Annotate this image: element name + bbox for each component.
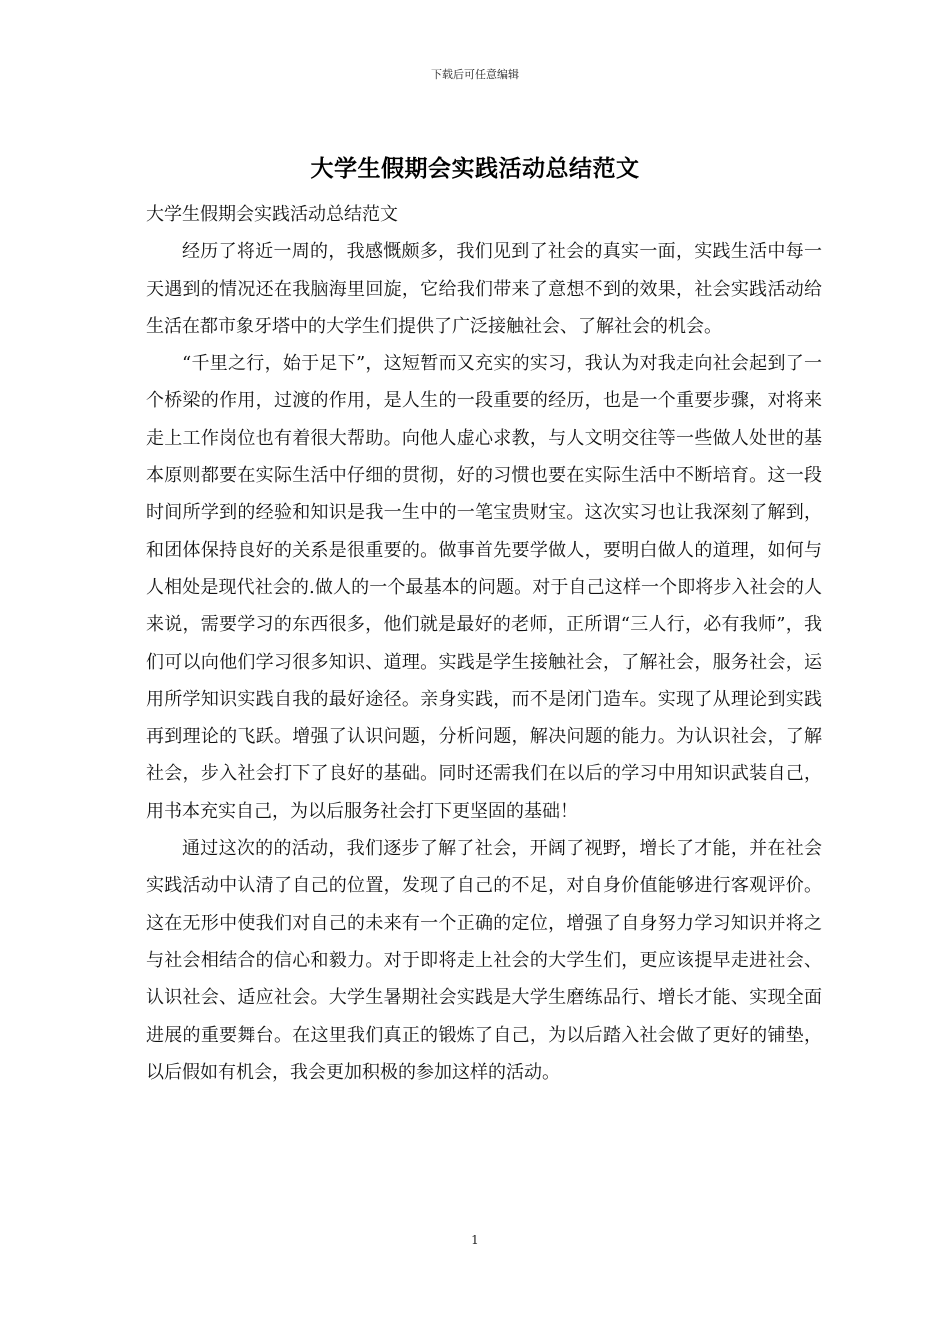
page-header-note: 下载后可任意编辑 <box>431 68 519 81</box>
document-subtitle: 大学生假期会实践活动总结范文 <box>146 204 398 225</box>
body-paragraph-3: 通过这次的的活动，我们逐步了解了社会，开阔了视野，增长了才能，并在社会实践活动中认清了自己的位置，发现了自己的不足，对自身价值能够进行客观评价。这在无形中使我们对自己的未来有一个正确的定位，增强了自身努力学习知识并将之与社会相结合的信心和毅力。对于即将走上社会的大学生们，更应该提早走进社会、认识社会、适应社会。大学生暑期社会实践是大学生磨练品行、增长才能、实现全面进展的重要舞台。在这里我们真正的锻炼了自己，为以后踏入社会做了更好的铺垫，以后假如有机会，我会更加积极的参加这样的活动。 <box>146 838 822 1083</box>
body-paragraph-1: 经历了将近一周的，我感慨颇多，我们见到了社会的真实一面，实践生活中每一天遇到的情况还在我脑海里回旋，它给我们带来了意想不到的效果，社会实践活动给生活在都市象牙塔中的大学生们提供了广泛接触社会、了解社会的机会。 <box>146 241 822 337</box>
document-title: 大学生假期会实践活动总结范文 <box>310 155 640 182</box>
page-number: 1 <box>471 1233 479 1247</box>
document-body <box>146 196 822 1091</box>
body-paragraph-2: “千里之行，始于足下”，这短暂而又充实的实习，我认为对我走向社会起到了一个桥梁的作用，过渡的作用，是人生的一段重要的经历，也是一个重要步骤，对将来走上工作岗位也有着很大帮助。向他人虚心求教，与人文明交往等一些做人处世的基本原则都要在实际生活中仔细的贯彻，好的习惯也要在实际生活中不断培育。这一段时间所学到的经验和知识是我一生中的一笔宝贵财宝。这次实习也让我深刻了解到，和团体保持良好的关系是很重要的。做事首先要学做人，要明白做人的道理，如何与人相处是现代社会的.做人的一个最基本的问题。对于自己这样一个即将步入社会的人来说，需要学习的东西很多，他们就是最好的老师，正所谓“三人行，必有我师”，我们可以向他们学习很多知识、道理。实践是学生接触社会，了解社会，服务社会，运用所学知识实践自我的最好途径。亲身实践，而不是闭门造车。实现了从理论到实践再到理论的飞跃。增强了认识问题，分析问题，解决问题的能力。为认识社会，了解社会，步入社会打下了良好的基础。同时还需我们在以后的学习中用知识武装自己，用书本充实自己，为以后服务社会打下更坚固的基础！ <box>146 353 822 822</box>
